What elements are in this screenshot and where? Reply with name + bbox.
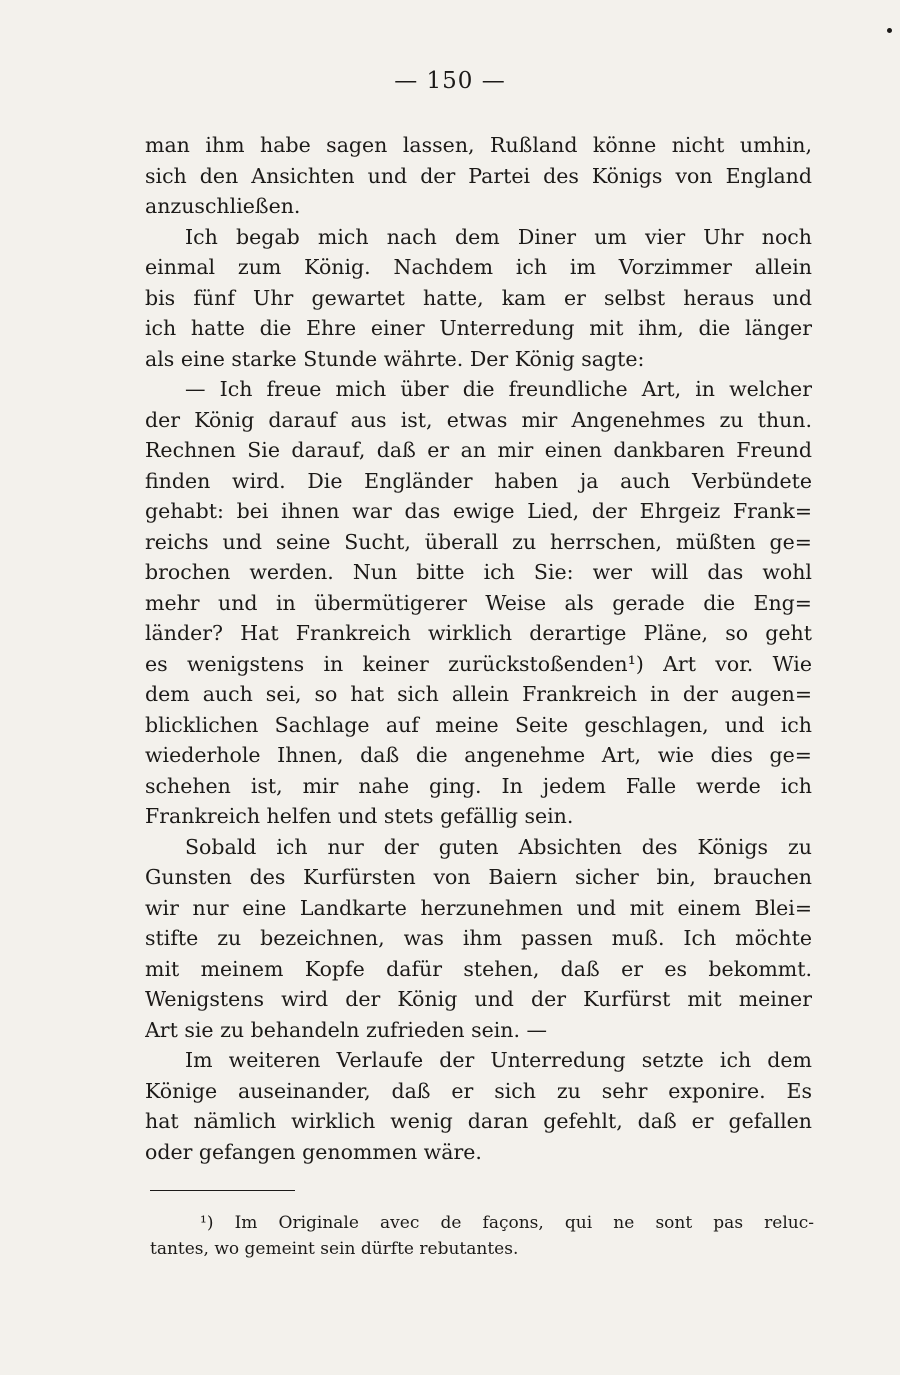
page-mark-dot [887, 28, 892, 33]
text-line: finden wird. Die Engländer haben ja auch Verbündete [145, 468, 812, 493]
text-line: Frankreich helfen und stets gefällig sein. [145, 804, 574, 828]
text-line: anzuschließen. [145, 194, 301, 218]
text-line: schehen ist, mir nahe ging. In jedem Falle werde ich [145, 773, 812, 798]
text-line: Könige auseinander, daß er sich zu sehr exponire. Es [145, 1078, 812, 1103]
text-line: länder? Hat Frankreich wirklich derartige Pläne, so geht [145, 621, 812, 645]
text-line: dem auch sei, so hat sich allein Frankreich in der augen= [145, 682, 812, 706]
text-line: mit meinem Kopfe dafür stehen, daß er es bekommt. [145, 956, 812, 981]
text-line: reichs und seine Sucht, überall zu herrschen, müßten ge= [145, 529, 812, 554]
text-line: als eine starke Stunde währte. Der König sagte: [145, 346, 645, 371]
text-line: hat nämlich wirklich wenig daran gefehlt, daß er gefallen [145, 1109, 812, 1133]
footnote-line: tantes, wo gemeint sein dürfte rebutantes. [150, 1239, 519, 1259]
body-text [145, 130, 812, 1167]
text-line: es wenigstens in keiner zurückstoßenden¹) Art vor. Wie [145, 651, 812, 676]
footnote [150, 1210, 814, 1262]
text-line: wir nur eine Landkarte herzunehmen und mit einem Blei= [145, 895, 812, 920]
text-line: Wenigstens wird der König und der Kurfürst mit meiner [145, 987, 812, 1011]
text-line: blicklichen Sachlage auf meine Seite geschlagen, und ich [145, 712, 812, 737]
text-line: der König darauf aus ist, etwas mir Angenehmes zu thun. [145, 407, 812, 432]
footnote-line: ¹) Im Originale avec de façons, qui ne sont pas reluc- [200, 1213, 814, 1233]
text-line: Rechnen Sie darauf, daß er an mir einen dankbaren Freund [145, 438, 812, 462]
text-line: wiederhole Ihnen, daß die angenehme Art, wie dies ge= [145, 743, 812, 767]
text-line: Ich begab mich nach dem Diner um vier Uhr noch [185, 224, 812, 249]
text-line: bis fünf Uhr gewartet hatte, kam er selbst heraus und [145, 285, 812, 310]
text-line: — Ich freue mich über die freundliche Art, in welcher [185, 377, 812, 401]
text-line: sich den Ansichten und der Partei des Königs von England [145, 163, 812, 188]
text-line: Gunsten des Kurfürsten von Baiern sicher bin, brauchen [145, 865, 812, 889]
text-line: gehabt: bei ihnen war das ewige Lied, der Ehrgeiz Frank= [145, 499, 812, 523]
text-line: Sobald ich nur der guten Absichten des Königs zu [185, 834, 812, 859]
text-line: ich hatte die Ehre einer Unterredung mit ihm, die länger [145, 316, 812, 340]
text-line: einmal zum König. Nachdem ich im Vorzimmer allein [145, 255, 812, 279]
page-number: — 150 — [394, 68, 506, 94]
text-line: Art sie zu behandeln zufrieden sein. — [145, 1017, 548, 1042]
text-line: brochen werden. Nun bitte ich Sie: wer will das wohl [145, 560, 812, 584]
text-line: Im weiteren Verlaufe der Unterredung setzte ich dem [185, 1048, 812, 1072]
text-line: man ihm habe sagen lassen, Rußland könne nicht umhin, [145, 133, 812, 157]
text-line: oder gefangen genommen wäre. [145, 1139, 482, 1164]
text-line: mehr und in übermütigerer Weise als gerade die Eng= [145, 590, 812, 615]
footnote-rule [150, 1190, 295, 1191]
text-line: stifte zu bezeichnen, was ihm passen muß. Ich möchte [145, 926, 812, 950]
